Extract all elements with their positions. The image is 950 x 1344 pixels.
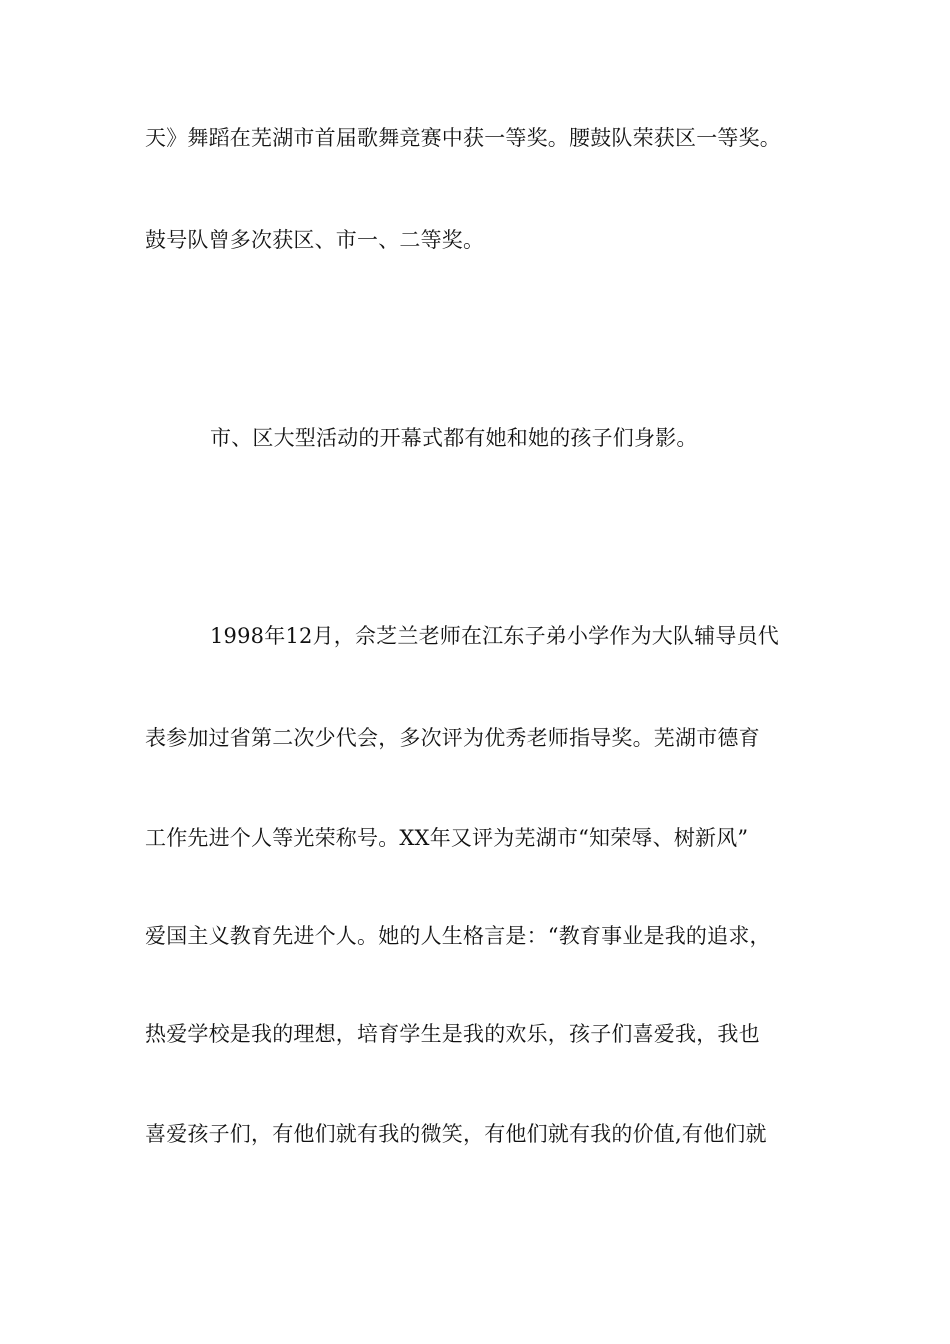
text-line: 热爱学校是我的理想，培育学生是我的欢乐，孩子们喜爱我，我也 [145,1022,760,1046]
text-line: 市、区大型活动的开幕式都有她和她的孩子们身影。 [210,426,698,450]
text-line: 爱国主义教育先进个人。她的人生格言是：“教育事业是我的追求， [145,924,771,948]
text-line: 天》舞蹈在芜湖市首届歌舞竞赛中获一等奖。腰鼓队荣获区一等奖。 [145,126,781,150]
text-line: 鼓号队曾多次获区、市一、二等奖。 [145,228,485,252]
text-line: 工作先进个人等光荣称号。XX年又评为芜湖市“知荣辱、树新风” [145,826,749,850]
text-line: 表参加过省第二次少代会，多次评为优秀老师指导奖。芜湖市德育 [145,726,760,750]
text-line: 1998年12月，佘芝兰老师在江东子弟小学作为大队辅导员代 [210,624,779,648]
text-line: 喜爱孩子们，有他们就有我的微笑，有他们就有我的价值,有他们就 [145,1122,767,1146]
